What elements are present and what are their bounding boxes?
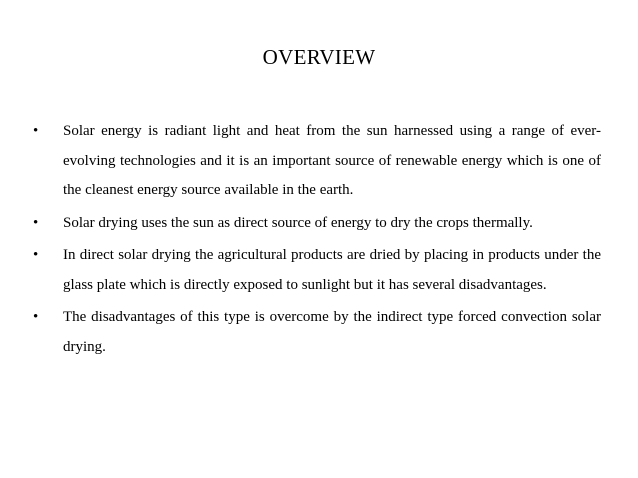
bullet-text: Solar energy is radiant light and heat from the sun harnessed using a range of ever-evolving technologies and it is an important source of renewable energy which is one of the cleanest energy source available in the earth.: [63, 123, 601, 198]
bullet-text: The disadvantages of this type is overcome by the indirect type forced convection solar drying.: [63, 309, 601, 355]
bullet-list: [33, 117, 601, 365]
slide-title: OVERVIEW: [262, 45, 376, 69]
bullet-dot-icon: •: [33, 214, 39, 231]
bullet-item: [33, 241, 601, 300]
bullet-item: [33, 303, 601, 362]
bullet-dot-icon: •: [33, 309, 39, 325]
bullet-text: In direct solar drying the agricultural products are dried by placing in products under the glass plate which is directly exposed to sunlight but it has several disadvantages.: [63, 247, 601, 293]
bullet-item: [33, 209, 601, 239]
bullet-text: Solar drying uses the sun as direct source of energy to dry the crops thermally.: [63, 214, 533, 231]
bullet-item: [33, 117, 601, 206]
bullet-dot-icon: •: [33, 123, 39, 139]
bullet-dot-icon: •: [33, 247, 39, 263]
